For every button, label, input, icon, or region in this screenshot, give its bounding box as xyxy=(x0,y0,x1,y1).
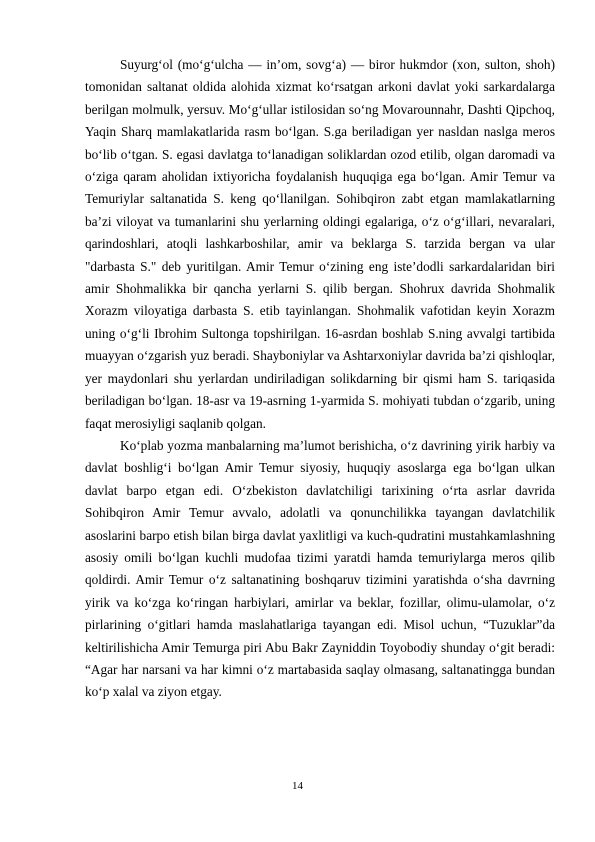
body-text xyxy=(85,54,555,704)
paragraph-amir-temur: Ko‘plab yozma manbalarning ma’lumot berishicha, o‘z davrining yirik harbiy va davlat boshlig‘i bo‘lgan Amir Temur siyosiy, huquqiy asoslarga ega bo‘lgan ulkan davlat barpo etgan edi. O‘zbekiston davlatchiligi tarixining o‘rta asrlar davrida Sohibqiron Amir Temur avvalo, adolatli va qonunchilikka tayangan davlatchilik asoslarini barpo etish bilan birga davlat yaxlitligi va kuch-qudratini mustahkamlashning asosiy omili bo‘lgan kuchli mudofaa tizimi yaratdi hamda temuriylarga meros qilib qoldirdi. Amir Temur o‘z saltanatining boshqaruv tizimini yaratishda o‘sha davrning yirik va ko‘zga ko‘ringan harbiylari, amirlar va beklar, fozillar, olimu-ulamolar, o‘z pirlarining o‘gitlari hamda maslahatlariga tayangan edi. Misol uchun, “Tuzuklar”da keltirilishicha Amir Temurga piri Abu Bakr Zayniddin Toyobodiy shunday o‘git beradi: “Agar har narsani va har kimni o‘z martabasida saqlay olmasang, saltanatingga bundan ko‘p xalal va ziyon etgay. xyxy=(85,437,555,700)
paragraph-suyurgol: Suyurg‘ol (mo‘g‘ulcha — in’om, sovg‘a) — biror hukmdor (xon, sulton, shoh) tomonidan saltanat oldida alohida xizmat ko‘rsatgan arkoni davlat yoki sarkardalarga berilgan molmulk, yersuv. Mo‘g‘ullar istilosidan so‘ng Movarounnahr, Dashti Qipchoq, Yaqin Sharq mamlakatlarida rasm bo‘lgan. S.ga beriladigan yer nasldan naslga meros bo‘lib o‘tgan. S. egasi davlatga to‘lanadigan soliklardan ozod etilib, olgan daromadi va o‘ziga qaram aholidan ixtiyoricha foydalanish huquqiga ega bo‘lgan. Amir Temur va Temuriylar saltanatida S. keng qo‘llanilgan. Sohibqiron zabt etgan mamlakatlarning ba’zi viloyat va tumanlarini shu yerlarning oldingi egalariga, o‘z o‘g‘illari, nevaralari, qarindoshlari, atoqli lashkarboshilar, amir va beklarga S. tarzida bergan va ular "darbasta S." deb yuritilgan. Amir Temur o‘zining eng iste’dodli sarkardalaridan biri amir Shohmalikka bir qancha yerlarni S. qilib bergan. Shohrux davrida Shohmalik Xorazm viloyatiga darbasta S. etib tayinlangan. Shohmalik vafotidan keyin Xorazm uning o‘g‘li Ibrohim Sultonga topshirilgan. 16-asrdan boshlab S.ning avvalgi tartibida muayyan o‘zgarish yuz beradi. Shayboniylar va Ashtarxoniylar davrida ba’zi qishloqlar, yer maydonlari shu yerlardan undiriladigan solikdarning bir qismi ham S. tariqasida beriladigan bo‘lgan. 18-asr va 19-asrning 1-yarmida S. mohiyati tubdan o‘zgarib, uning faqat merosiyligi saqlanib qolgan. xyxy=(85,57,555,431)
page-number: 14 xyxy=(292,780,303,792)
